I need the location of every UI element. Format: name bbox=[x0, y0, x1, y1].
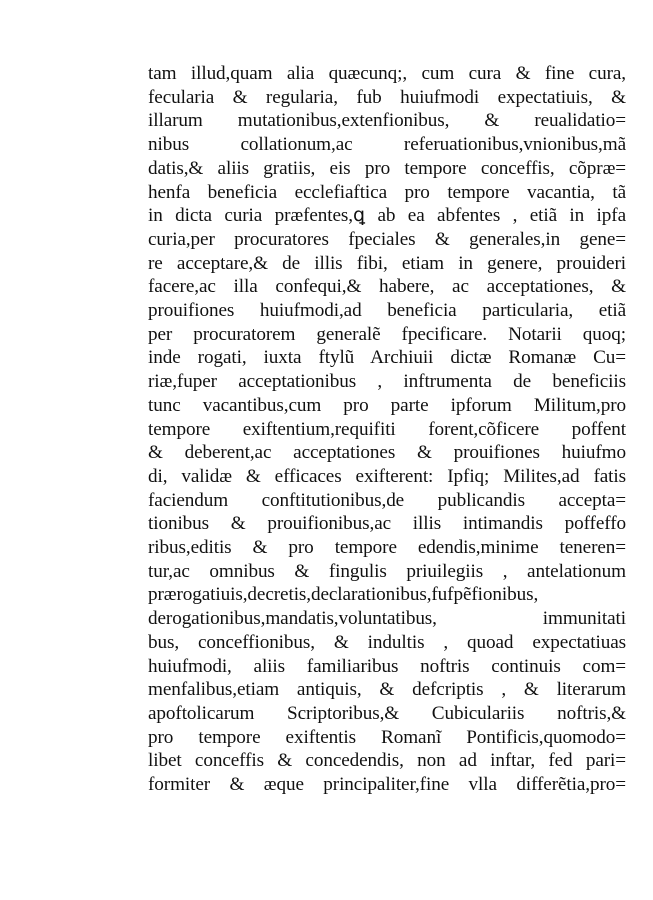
text-line: formiter & æque principaliter,fine vlla differẽtia,pro= bbox=[148, 774, 626, 796]
text-line: illarum mutationibus,extenfionibus, & reualidatio= bbox=[148, 110, 626, 132]
text-line: fecularia & regularia, fub huiufmodi expectatiuis, & bbox=[148, 86, 626, 108]
text-line: per procuratorem generalẽ fpecificare. Notarii quoq; bbox=[148, 323, 626, 345]
text-line: curia,per procuratores fpeciales & generales,in gene= bbox=[148, 228, 626, 250]
text-line: bus, conceffionibus, & indultis , quoad expectatiuas bbox=[148, 631, 626, 653]
text-line: prouifiones huiufmodi,ad beneficia particularia, etiã bbox=[148, 300, 626, 322]
text-line: & deberent,ac acceptationes & prouifiones huiufmo bbox=[148, 442, 626, 464]
text-line: faciendum conftitutionibus,de publicandis accepta= bbox=[148, 489, 626, 511]
text-line: inde rogati, iuxta ftylũ Archiuii dictæ Romanæ Cu= bbox=[148, 347, 626, 369]
text-line: facere,ac illa confequi,& habere, ac acceptationes, & bbox=[148, 276, 626, 298]
text-line: tam illud,quam alia quæcunq;, cum cura & fine cura, bbox=[148, 63, 626, 84]
text-line: ribus,editis & pro tempore edendis,minime teneren= bbox=[148, 537, 626, 559]
text-line: tur,ac omnibus & fingulis priuilegiis , antelationum bbox=[148, 560, 626, 582]
text-line: prærogatiuis,decretis,declarationibus,fufpẽfionibus, bbox=[148, 584, 539, 606]
text-line: henfa beneficia ecclefiaftica pro tempore vacantia, tã bbox=[148, 181, 626, 203]
text-line: datis,& aliis gratiis, eis pro tempore conceffis, cõpræ= bbox=[148, 157, 626, 179]
text-line: tunc vacantibus,cum pro parte ipforum Militum,pro bbox=[148, 394, 626, 416]
text-line: tempore exiftentium,requifiti forent,cõficere poffent bbox=[148, 418, 626, 440]
text-line: huiufmodi, aliis familiaribus noftris continuis com= bbox=[148, 655, 626, 677]
text-line: re acceptare,& de illis fibi, etiam in genere, prouideri bbox=[148, 252, 626, 274]
text-line: di, validæ & efficaces exifterent: Ipfiq; Milites,ad fatis bbox=[148, 465, 626, 487]
text-line: tionibus & prouifionibus,ac illis intimandis poffeffo bbox=[148, 513, 626, 535]
text-line: apoftolicarum Scriptoribus,& Cubiculariis noftris,& bbox=[148, 702, 626, 724]
text-line: in dicta curia præfentes,ꝗ ab ea abfentes , etiã in ipfa bbox=[148, 205, 626, 227]
text-line: menfalibus,etiam antiquis, & defcriptis , & literarum bbox=[148, 679, 626, 701]
text-line: nibus collationum,ac referuationibus,vnionibus,mã bbox=[148, 134, 626, 156]
text-line: libet conceffis & concedendis, non ad inftar, fed pari= bbox=[148, 750, 626, 772]
text-line: derogationibus,mandatis,voluntatibus, immunitati bbox=[148, 608, 626, 630]
text-line: pro tempore exiftentis Romanĩ Pontificis,quomodo= bbox=[148, 726, 626, 748]
text-line: riæ,fuper acceptationibus , inftrumenta de beneficiis bbox=[148, 371, 626, 393]
body-text bbox=[148, 62, 626, 797]
